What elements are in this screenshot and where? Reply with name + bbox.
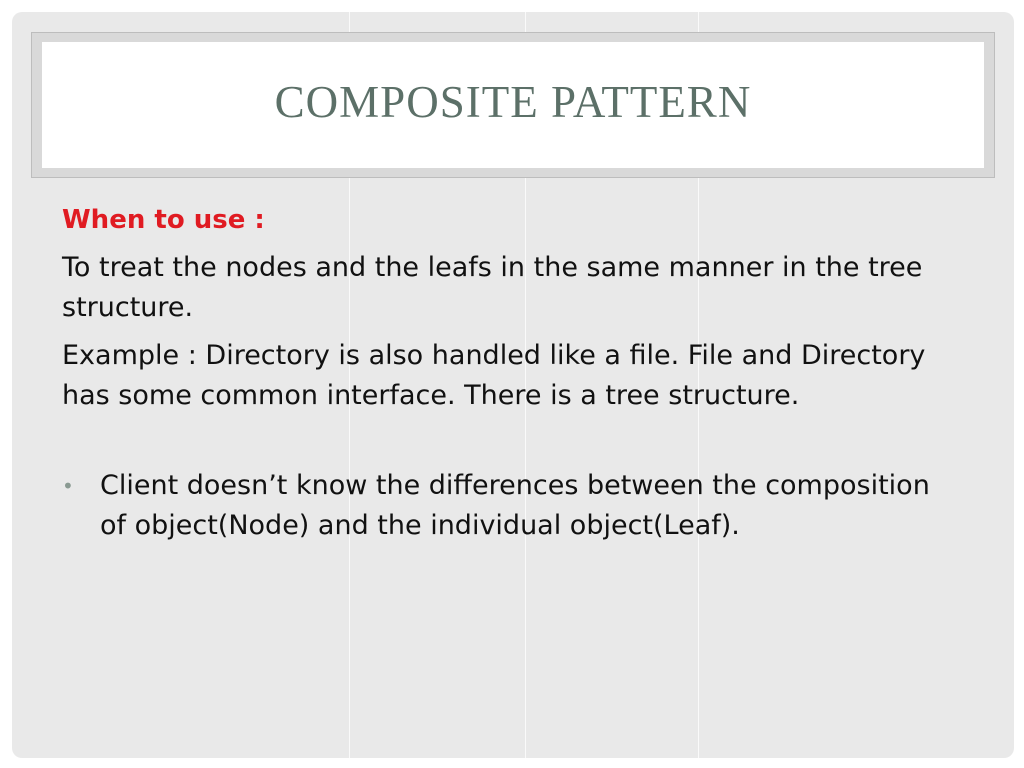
spacer	[62, 424, 962, 466]
section-heading: When to use :	[62, 205, 265, 235]
bullet-text: Client doesn’t know the differences between the composition of object(Node) and the individual object(Leaf).	[100, 470, 930, 541]
bullet-item	[62, 466, 962, 546]
paragraph-example: Example : Directory is also handled like a file. File and Directory has some common interface. There is a tree structure.	[62, 340, 926, 411]
bullet-icon: •	[62, 474, 74, 498]
title-frame	[31, 32, 995, 178]
slide-title: COMPOSITE PATTERN	[274, 77, 752, 127]
paragraph-nodes-leafs: To treat the nodes and the leafs in the same manner in the tree structure.	[62, 252, 923, 323]
slide-body	[62, 200, 962, 546]
title-box	[42, 42, 984, 168]
slide	[12, 12, 1014, 758]
